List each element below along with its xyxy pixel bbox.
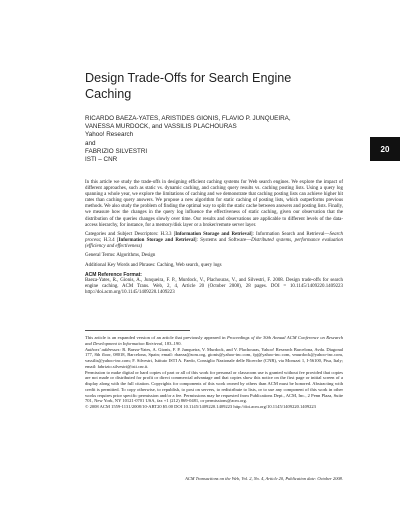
author-block [85, 115, 325, 164]
footnote-copyright: © 2008 ACM 1559-1131/2008/10-ART20 $5.00 DOI 10.1145/1409220.1409223 http://doi.acm.org/10.1145/1409220.1409223 [85, 404, 316, 409]
footnote-addresses-lead: Authors' addresses: [85, 346, 121, 352]
keywords: Additional Key Words and Phrases: Caching, Web search, query logs [85, 262, 222, 268]
journal-footer: ACM Transactions on the Web, Vol. 2, No. 4, Article 20, Publication date: October 2008. [185, 476, 343, 481]
author-line-3: FABRIZIO SILVESTRI [85, 147, 148, 155]
and-word: and [85, 139, 96, 147]
categories-mid-3: ]: Systems and Software— [194, 238, 252, 244]
categories-mid-2: ; H.3.4 [ [99, 238, 119, 244]
author-line-2: VANESSA MURDOCK, and VASSILIS PLACHOURAS [85, 123, 237, 131]
footnote-expanded-version [85, 335, 343, 347]
affiliation-2: ISTI – CNR [85, 156, 118, 164]
affiliation-1: Yahoo! Research [85, 131, 134, 139]
front-matter [85, 180, 343, 300]
footnote-addresses-text: R. Baeza-Yates, A. Gionis, F. P. Junqueira, V. Murdock, and V. Plachouras, Yahoo! Research Barcelona, Avda. Diagonal 177, 8th floor, 08018, Barcelona, Spain; email: rbaeza@acm.org, gionis@yahoo-inc.com, fpj@yahoo-inc.com, vmurdock@yahoo-inc.com, vassilis@yahoo-inc.com; F. Silvestri, Istituto ISTI A. Faedo, Consiglio Nazionale delle Ricerche (CNR), via Moruzzi 1, I-56100, Pisa, Italy; email: fabrizio.silvestri@isti.cnr.it. [85, 346, 343, 369]
category-1: Information Storage and Retrieval [175, 231, 251, 237]
author-line-1: RICARDO BAEZA-YATES, ARISTIDES GIONIS, FLAVIO P. JUNQUEIRA, [85, 115, 291, 122]
acm-ref-heading: ACM Reference Format: [85, 271, 142, 278]
footnote-rule [85, 330, 190, 331]
acm-ref-text: Baeza-Yates, R., Gionis, A., Junqueira, F. P., Murdock, V., Plachouras, V., and Silvestri, F. 2008. Design trade-offs for search engine caching. ACM Trans. Web, 2, 4, Article 20 (October 2008), 28 pages. DOI = 10.1145/1409220.1409223 http://doi.acm.org/10.1145/1409220.1409223 [85, 278, 343, 296]
footnote-permission: Permission to make digital or hard copies of part or all of this work for personal or classroom use is granted without fee provided that copies are not made or distributed for profit or direct commercial advantage and that copies show this notice on the first page or initial screen of a display along with the full citation. Copyrights for components of this work owned by others than ACM must be honored. Abstracting with credit is permitted. To copy otherwise, to republish, to post on servers, to redistribute to lists, or to use any component of this work in other works requires prior specific permission and/or a fee. Permissions may be requested from Publications Dept., ACM, Inc., 2 Penn Plaza, Suite 701, New York, NY 10121-0701 USA, fax +1 (212) 869-0481, or permissions@acm.org. [85, 369, 343, 404]
footnote-block [85, 335, 343, 410]
footnote-p1-lead: This article is an expanded version of an article that previously appeared in [85, 335, 227, 340]
categories [85, 232, 343, 250]
categories-mid-1: ]: Information Search and Retrieval— [250, 231, 330, 237]
category-1-sub: Search process [85, 231, 343, 244]
footnote-addresses [85, 347, 343, 370]
footnote-p1-tail: , 183–190. [162, 340, 182, 346]
footnote-venue: Proceedings of the 30th Annual ACM Conference on Research and Development in Information Retrieval [85, 335, 343, 346]
article-number-tab: 20 [370, 137, 400, 161]
category-2: Information Storage and Retrieval [118, 238, 195, 244]
paper-title: Design Trade-Offs for Search Engine Caching [85, 71, 292, 101]
general-terms: General Terms: Algorithms, Design [85, 253, 156, 259]
categories-lead: Categories and Subject Descriptors: H.3.3 [ [85, 231, 176, 237]
category-2-sub: Distributed systems, performance evaluation (efficiency and effectiveness) [85, 238, 343, 250]
abstract: In this article we study the trade-offs in designing efficient caching systems for Web search engines. We explore the impact of different approaches, such as static vs. dynamic caching, and caching query results vs. caching posting lists. Using a query log spanning a whole year, we explore the limitations of caching and we demonstrate that caching posting lists can achieve higher hit rates than caching query answers. We propose a new algorithm for static caching of posting lists, which outperforms previous methods. We also study the problem of finding the optimal way to split the static cache between answers and posting lists. Finally, we measure how the changes in the query log influence the effectiveness of static caching, given our observation that the distribution of the queries changes slowly over time. Our results and observations are applicable to different levels of the data-access hierarchy, for instance, for a memory/disk layer or a broker/remote server layer. [85, 180, 343, 228]
